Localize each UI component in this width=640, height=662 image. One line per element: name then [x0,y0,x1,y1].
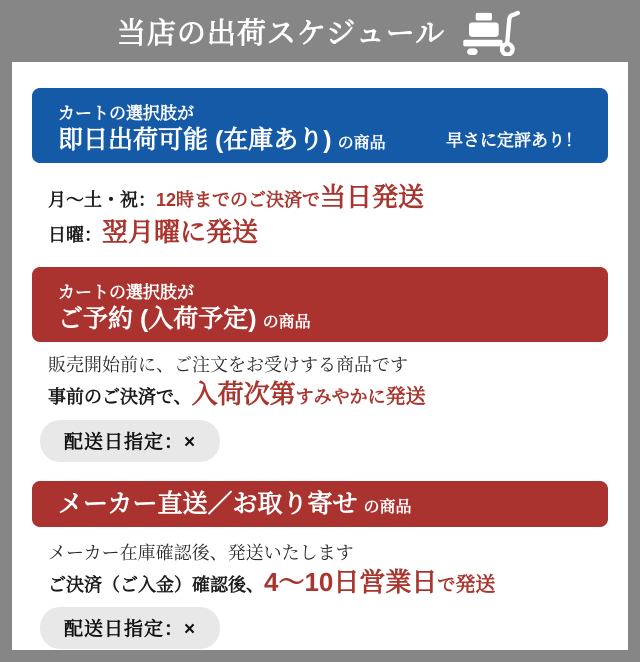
banner-suffix: の商品 [337,134,386,152]
delivery-date-badge: 配送日指定：× [40,607,220,649]
banner-preorder-text [58,278,311,332]
banner-preorder [32,267,608,342]
banner-suffix: の商品 [363,498,412,516]
detail-line: 販売開始前に、ご注文をお受けする商品です [48,355,408,376]
hand-truck-icon [461,6,523,56]
maker-direct-details [48,543,608,597]
same-day-details [48,183,608,247]
delivery-date-badge: 配送日指定：× [40,420,220,462]
preorder-details [48,355,608,409]
banner-same-day [32,88,608,163]
banner-emphasis: ご予約 (入荷予定) [58,304,257,333]
detail-line: メーカー在庫確認後、発送いたします [48,543,354,564]
banner-suffix: の商品 [262,313,311,331]
banner-emphasis: メーカー直送／お取り寄せ [58,489,358,518]
detail-line: 日曜：翌月曜に発送 [48,217,259,248]
panel-header [12,0,628,62]
banner-line1: カートの選択肢が [58,103,194,123]
detail-line: 事前のご決済で、入荷次第すみやかに発送 [48,379,426,410]
detail-line: ご決済（ご入金）確認後、4〜10日営業日で発送 [48,567,496,598]
page-title: 当店の出荷スケジュール [116,17,446,50]
banner-line1: カートの選択肢が [58,282,194,302]
detail-line: 月〜土・祝：12時までのご決済で当日発送 [48,182,425,212]
banner-emphasis: 即日出荷可能 (在庫あり) [58,125,332,154]
banner-side-note: 早さに定評あり！ [446,131,582,150]
banner-maker-direct-text [58,489,412,518]
banner-same-day-text [58,99,386,153]
banner-maker-direct [32,481,608,527]
panel-content [12,62,628,650]
